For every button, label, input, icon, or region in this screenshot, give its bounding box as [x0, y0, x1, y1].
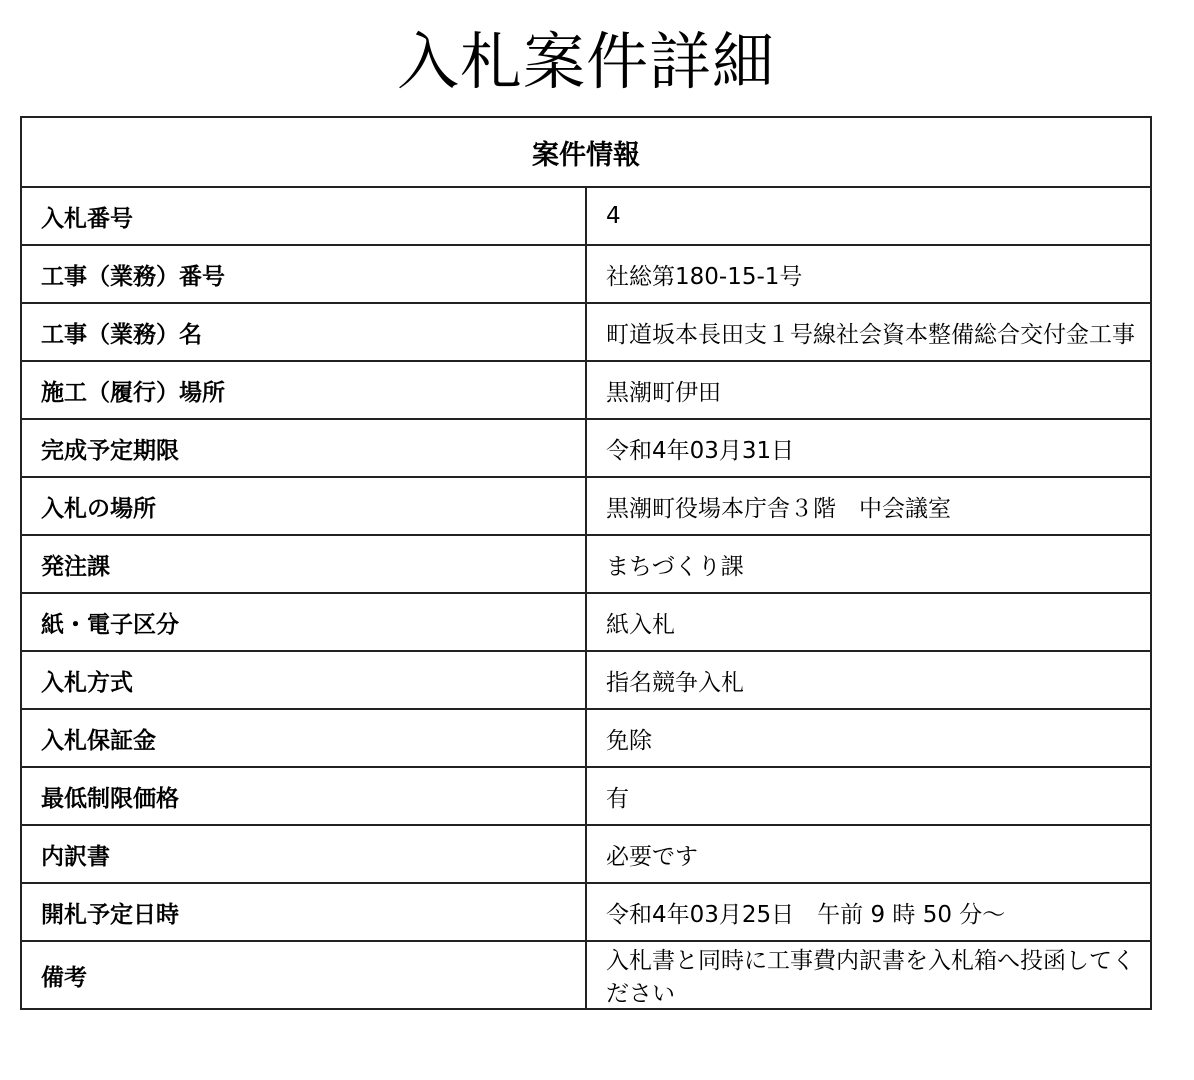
table-row-ordering-section	[21, 535, 1151, 593]
table-row-work-number	[21, 245, 1151, 303]
row-value: 町道坂本長田支１号線社会資本整備総合交付金工事	[586, 303, 1151, 361]
row-value: 紙入札	[586, 593, 1151, 651]
row-label: 内訳書	[21, 825, 586, 883]
table-row-bid-venue	[21, 477, 1151, 535]
row-label: 入札保証金	[21, 709, 586, 767]
row-label: 開札予定日時	[21, 883, 586, 941]
table-row-opening-datetime	[21, 883, 1151, 941]
row-label: 工事（業務）番号	[21, 245, 586, 303]
row-label: 備考	[21, 941, 586, 1009]
page-title: 入札案件詳細	[396, 25, 775, 98]
row-value: 4	[586, 187, 1151, 245]
table-header: 案件情報	[21, 117, 1151, 187]
table-row-remarks	[21, 941, 1151, 1009]
row-value: 免除	[586, 709, 1151, 767]
bid-detail-table	[20, 116, 1152, 1010]
row-label: 紙・電子区分	[21, 593, 586, 651]
table-row-work-location	[21, 361, 1151, 419]
table-row-minimum-price	[21, 767, 1151, 825]
table-row-completion-deadline	[21, 419, 1151, 477]
row-value: 令和4年03月25日 午前 9 時 50 分～	[586, 883, 1151, 941]
row-label: 入札番号	[21, 187, 586, 245]
row-value: 指名競争入札	[586, 651, 1151, 709]
table-row-bid-deposit	[21, 709, 1151, 767]
row-value: 有	[586, 767, 1151, 825]
table-row-bid-number	[21, 187, 1151, 245]
row-value: 令和4年03月31日	[586, 419, 1151, 477]
row-label: 最低制限価格	[21, 767, 586, 825]
table-row-work-name	[21, 303, 1151, 361]
table-row-breakdown	[21, 825, 1151, 883]
row-value: 入札書と同時に工事費内訳書を入札箱へ投函してください	[586, 941, 1151, 1009]
table-row-bid-method	[21, 651, 1151, 709]
row-value: まちづくり課	[586, 535, 1151, 593]
row-label: 工事（業務）名	[21, 303, 586, 361]
row-label: 入札方式	[21, 651, 586, 709]
row-label: 完成予定期限	[21, 419, 586, 477]
row-label: 入札の場所	[21, 477, 586, 535]
row-label: 発注課	[21, 535, 586, 593]
row-label: 施工（履行）場所	[21, 361, 586, 419]
row-value: 必要です	[586, 825, 1151, 883]
table-row-paper-electronic	[21, 593, 1151, 651]
row-value: 黒潮町伊田	[586, 361, 1151, 419]
row-value: 社総第180-15-1号	[586, 245, 1151, 303]
row-value: 黒潮町役場本庁舎３階 中会議室	[586, 477, 1151, 535]
table-header-row	[21, 117, 1151, 187]
